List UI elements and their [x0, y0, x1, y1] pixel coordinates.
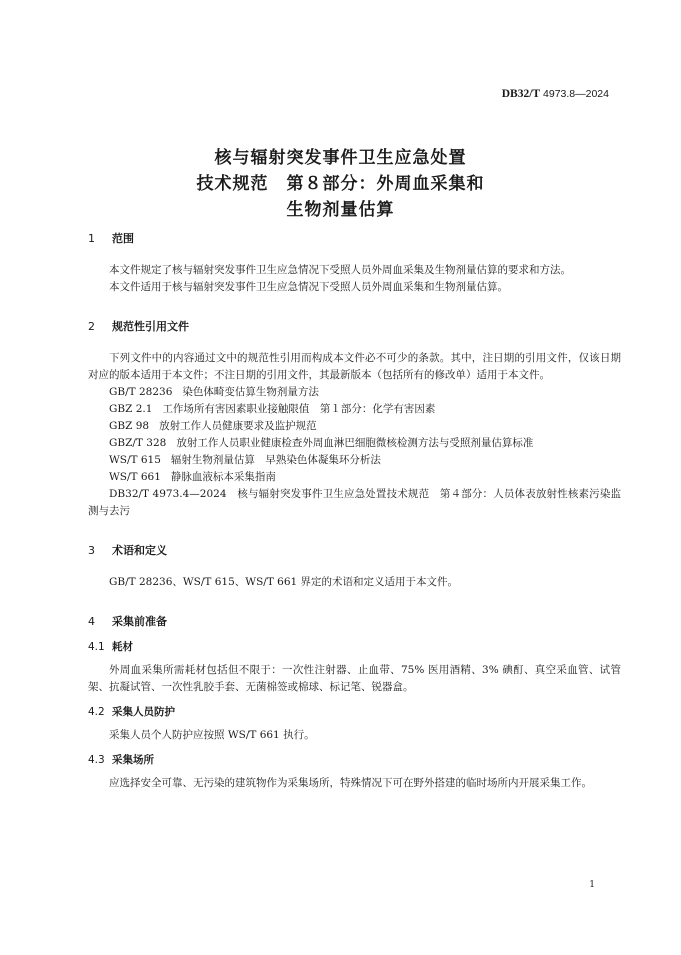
reference-item: GB/T 28236 染色体畸变估算生物剂量方法	[109, 386, 319, 398]
document-body	[88, 220, 621, 792]
section-4-3-heading: 4.3 采集场所	[88, 754, 154, 766]
section-4-2-para: 采集人员个人防护应按照 WS/T 661 执行。	[109, 729, 315, 741]
document-title	[0, 145, 681, 223]
section-1-heading: 1 范围	[88, 232, 134, 245]
page-number: 1	[589, 880, 595, 890]
section-3-heading: 3 术语和定义	[88, 544, 167, 557]
reference-item: GBZ 98 放射工作人员健康要求及监护规范	[109, 420, 317, 432]
title-line-3: 生物剂量估算	[286, 200, 395, 220]
section-1-para-2: 本文件适用于核与辐射突发事件卫生应急情况下受照人员外周血采集和生物剂量估算。	[109, 281, 508, 293]
section-4-3-para: 应选择安全可靠、无污染的建筑物作为采集场所，特殊情况下可在野外搭建的临时场所内开展采集工作。	[109, 777, 592, 789]
reference-item: WS/T 615 辐射生物剂量估算 早熟染色体凝集环分析法	[109, 454, 381, 466]
section-4-1-para: 外周血采集所需耗材包括但不限于：一次性注射器、止血带、75% 医用酒精、3% 碘酊、真空采血管、试管架、抗凝试管、一次性乳胶手套、无菌棉签或棉球、标记笔、锐器盒。	[88, 664, 621, 693]
standard-number: 4973.8—2024	[543, 88, 609, 100]
section-4-1-heading: 4.1 耗材	[88, 641, 133, 653]
section-2-heading: 2 规范性引用文件	[88, 320, 189, 333]
section-1-para-1: 本文件规定了核与辐射突发事件卫生应急情况下受照人员外周血采集及生物剂量估算的要求和方法。	[109, 264, 571, 276]
reference-item: GBZ/T 328 放射工作人员职业健康检查外周血淋巴细胞微核检测方法与受照剂量估算标准	[109, 437, 534, 449]
title-line-1: 核与辐射突发事件卫生应急处置	[214, 148, 467, 168]
title-line-2: 技术规范 第８部分：外周血采集和	[196, 174, 485, 194]
reference-item: DB32/T 4973.4—2024 核与辐射突发事件卫生应急处置技术规范 第４部分：人员体表放射性核素污染监测与去污	[88, 488, 621, 517]
section-2-intro: 下列文件中的内容通过文中的规范性引用而构成本文件必不可少的条款。其中，注日期的引用文件，仅该日期对应的版本适用于本文件；不注日期的引用文件，其最新版本（包括所有的修改单）适用于本文件。	[88, 352, 621, 381]
section-4-heading: 4 采集前准备	[88, 615, 167, 628]
section-3-para-1: GB/T 28236、WS/T 615、WS/T 661 界定的术语和定义适用于本文件。	[109, 576, 459, 588]
reference-item: GBZ 2.1 工作场所有害因素职业接触限值 第１部分：化学有害因素	[109, 403, 436, 415]
section-4-2-heading: 4.2 采集人员防护	[88, 706, 175, 718]
standard-prefix: DB32/T	[501, 88, 541, 100]
reference-item: WS/T 661 静脉血液标本采集指南	[109, 471, 276, 483]
standard-code	[502, 88, 609, 100]
